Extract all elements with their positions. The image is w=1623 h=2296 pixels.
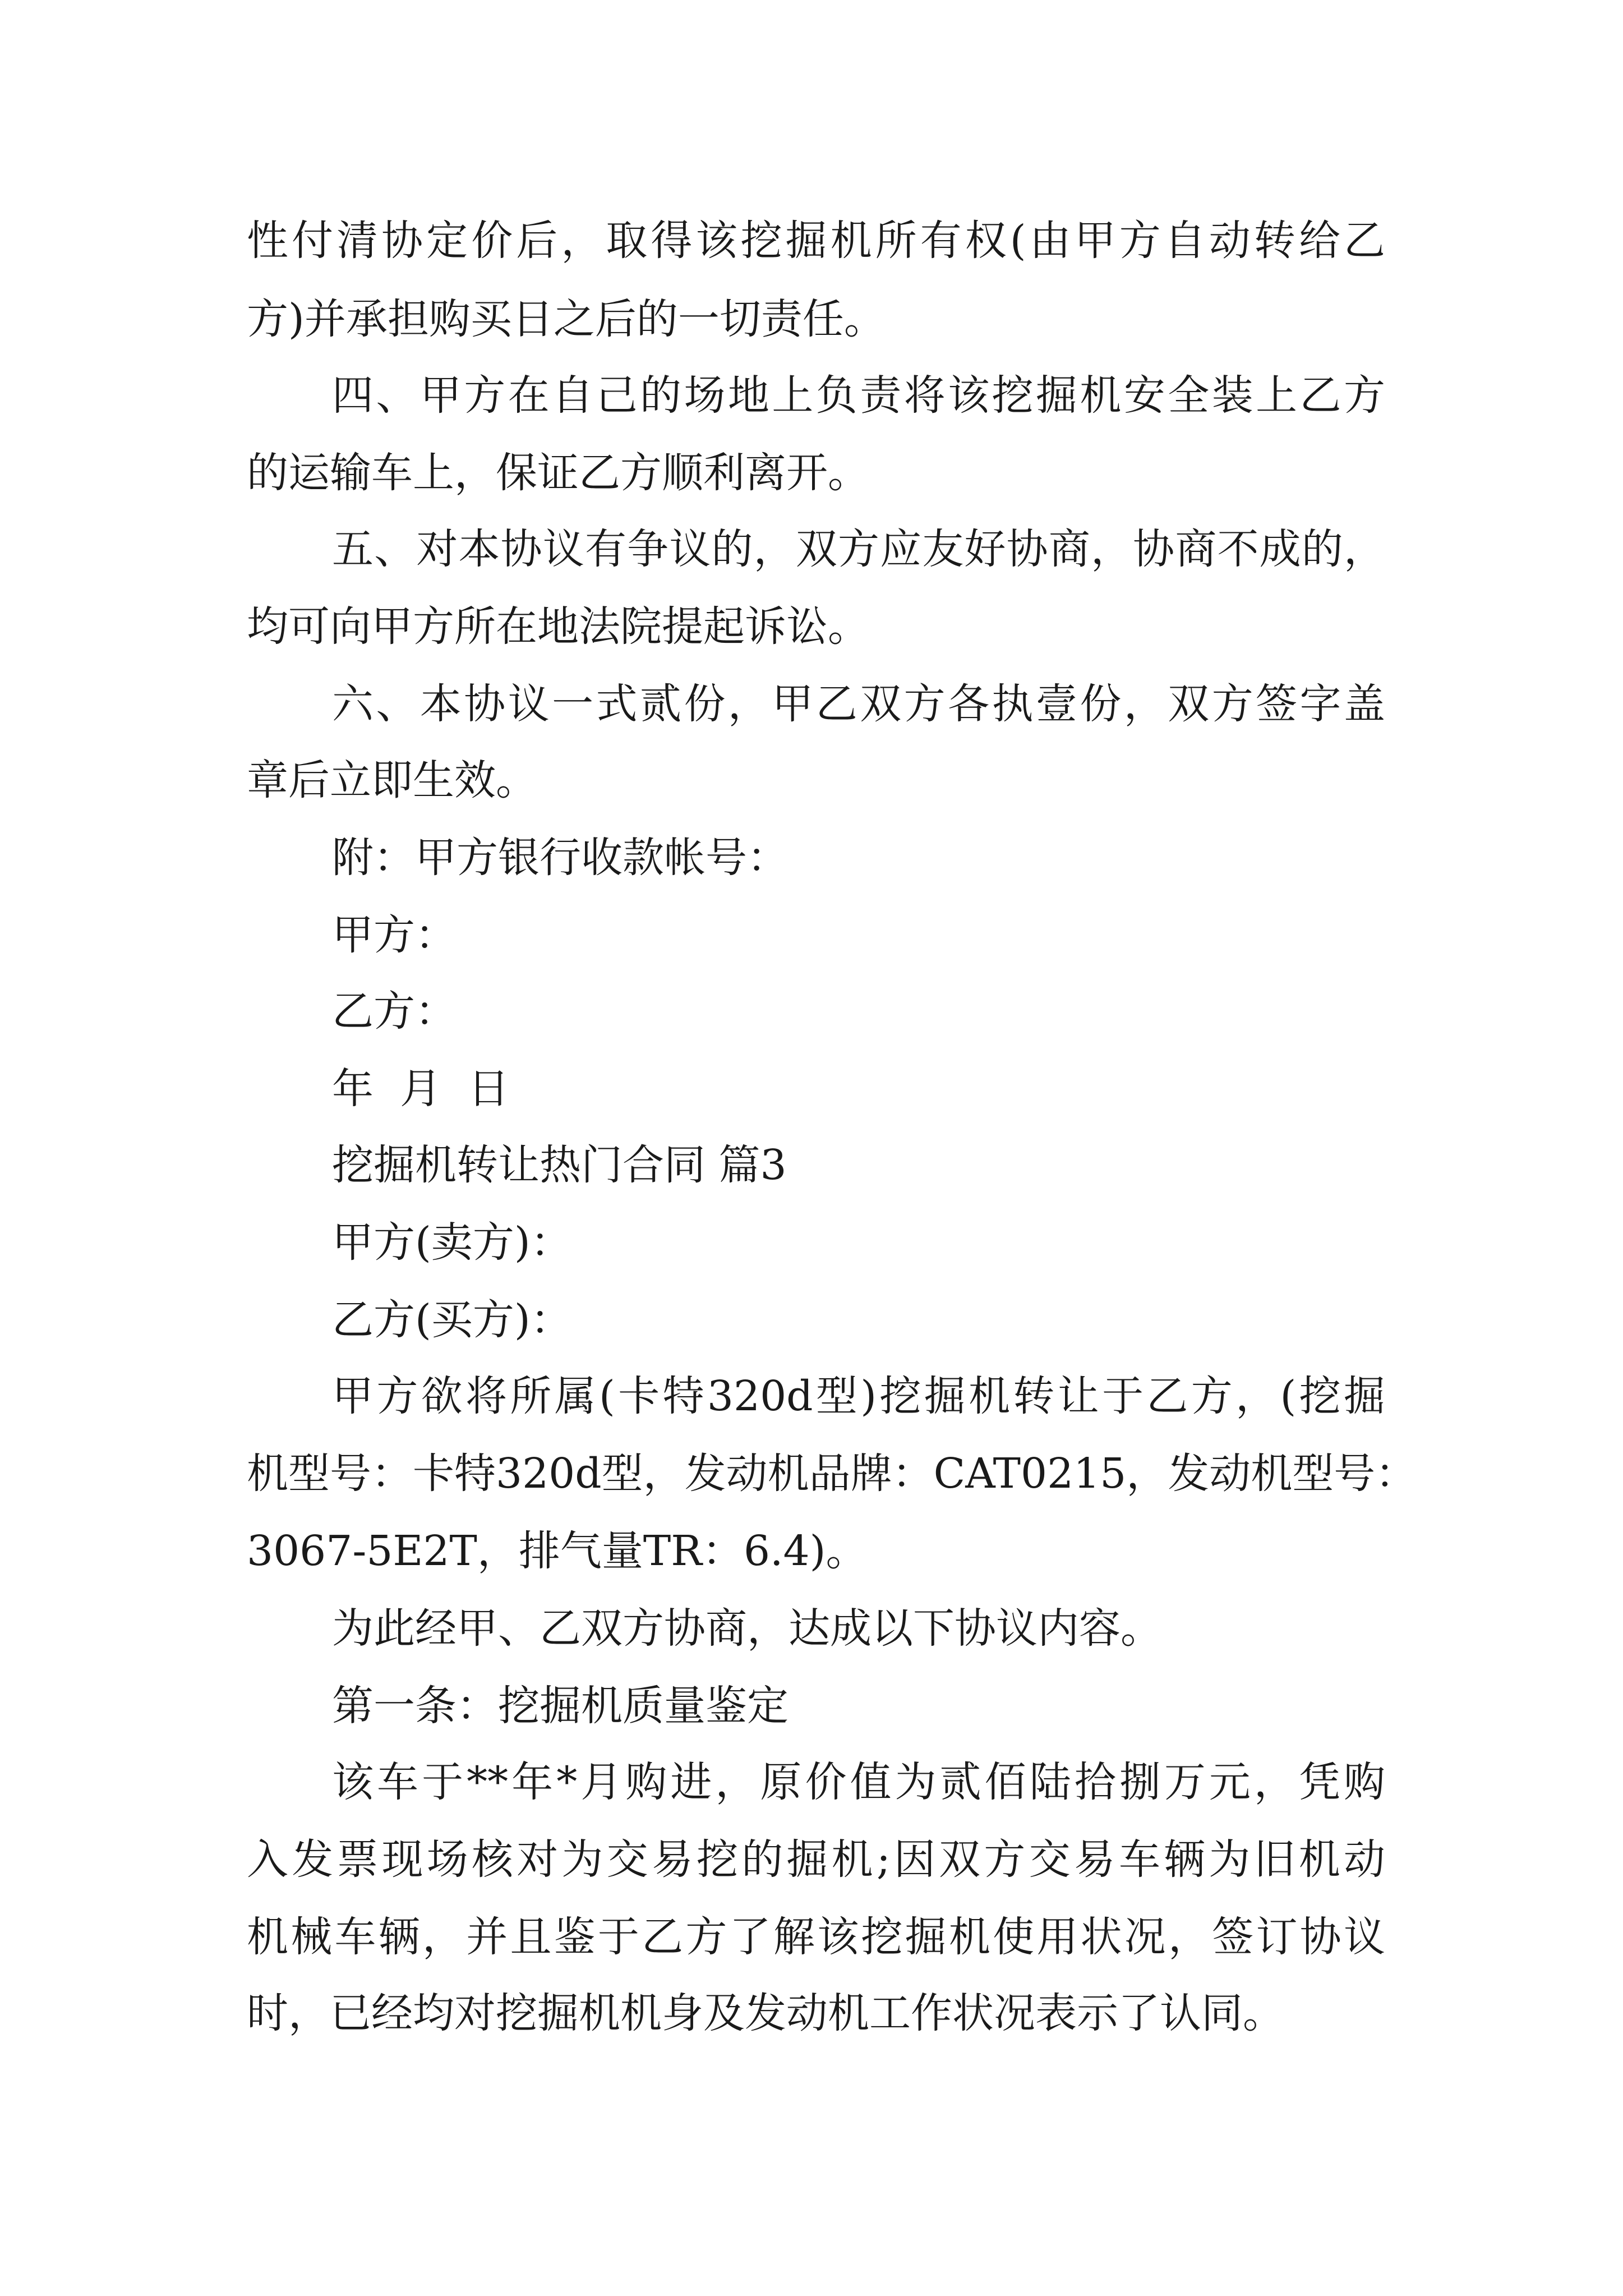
text-line: 的运输车上，保证乙方顺利离开。: [247, 449, 869, 497]
text-line: 3067-5E2T，排气量TR：6.4)。: [247, 1527, 868, 1575]
text-line: 章后立即生效。: [247, 756, 537, 804]
text-line: 五、对本协议有争议的，双方应友好协商，协商不成的，: [332, 525, 1385, 573]
text-line: 该车于**年*月购进，原价值为贰佰陆拾捌万元，凭购: [332, 1758, 1385, 1806]
text-line: 乙方(买方)：: [332, 1296, 572, 1344]
text-line: 四、甲方在自己的场地上负责将该挖掘机安全装上乙方: [332, 371, 1385, 420]
text-line: 附：甲方银行收款帐号：: [332, 834, 789, 882]
text-line: 为此经甲、乙双方协商，达成以下协议内容。: [332, 1604, 1162, 1653]
text-line: 均可向甲方所在地法院提起诉讼。: [247, 602, 869, 651]
text-line: 甲方：: [332, 911, 457, 959]
text-line: 六、本协议一式贰份，甲乙双方各执壹份，双方签字盖: [332, 680, 1385, 728]
text-line: 机型号：卡特320d型，发动机品牌：CAT0215，发动机型号：: [247, 1450, 1417, 1498]
text-line: 时，已经均对挖掘机机身及发动机工作状况表示了认同。: [247, 1989, 1284, 2037]
text-line: 入发票现场核对为交易挖的掘机;因双方交易车辆为旧机动: [247, 1835, 1385, 1884]
text-line: 甲方欲将所属(卡特320d型)挖掘机转让于乙方，(挖掘: [332, 1372, 1385, 1420]
text-line: 年 月 日: [332, 1065, 510, 1113]
text-line: 机械车辆，并且鉴于乙方了解该挖掘机使用状况，签订协议: [247, 1913, 1385, 1961]
section-heading: 挖掘机转让热门合同 篇3: [332, 1141, 787, 1189]
text-line: 第一条：挖掘机质量鉴定: [332, 1682, 789, 1730]
text-line: 方)并承担购买日之后的一切责任。: [247, 295, 886, 343]
text-line: 甲方(卖方)：: [332, 1218, 572, 1267]
text-line: 乙方：: [332, 987, 457, 1036]
text-line: 性付清协定价后，取得该挖掘机所有权(由甲方自动转给乙: [247, 217, 1385, 265]
